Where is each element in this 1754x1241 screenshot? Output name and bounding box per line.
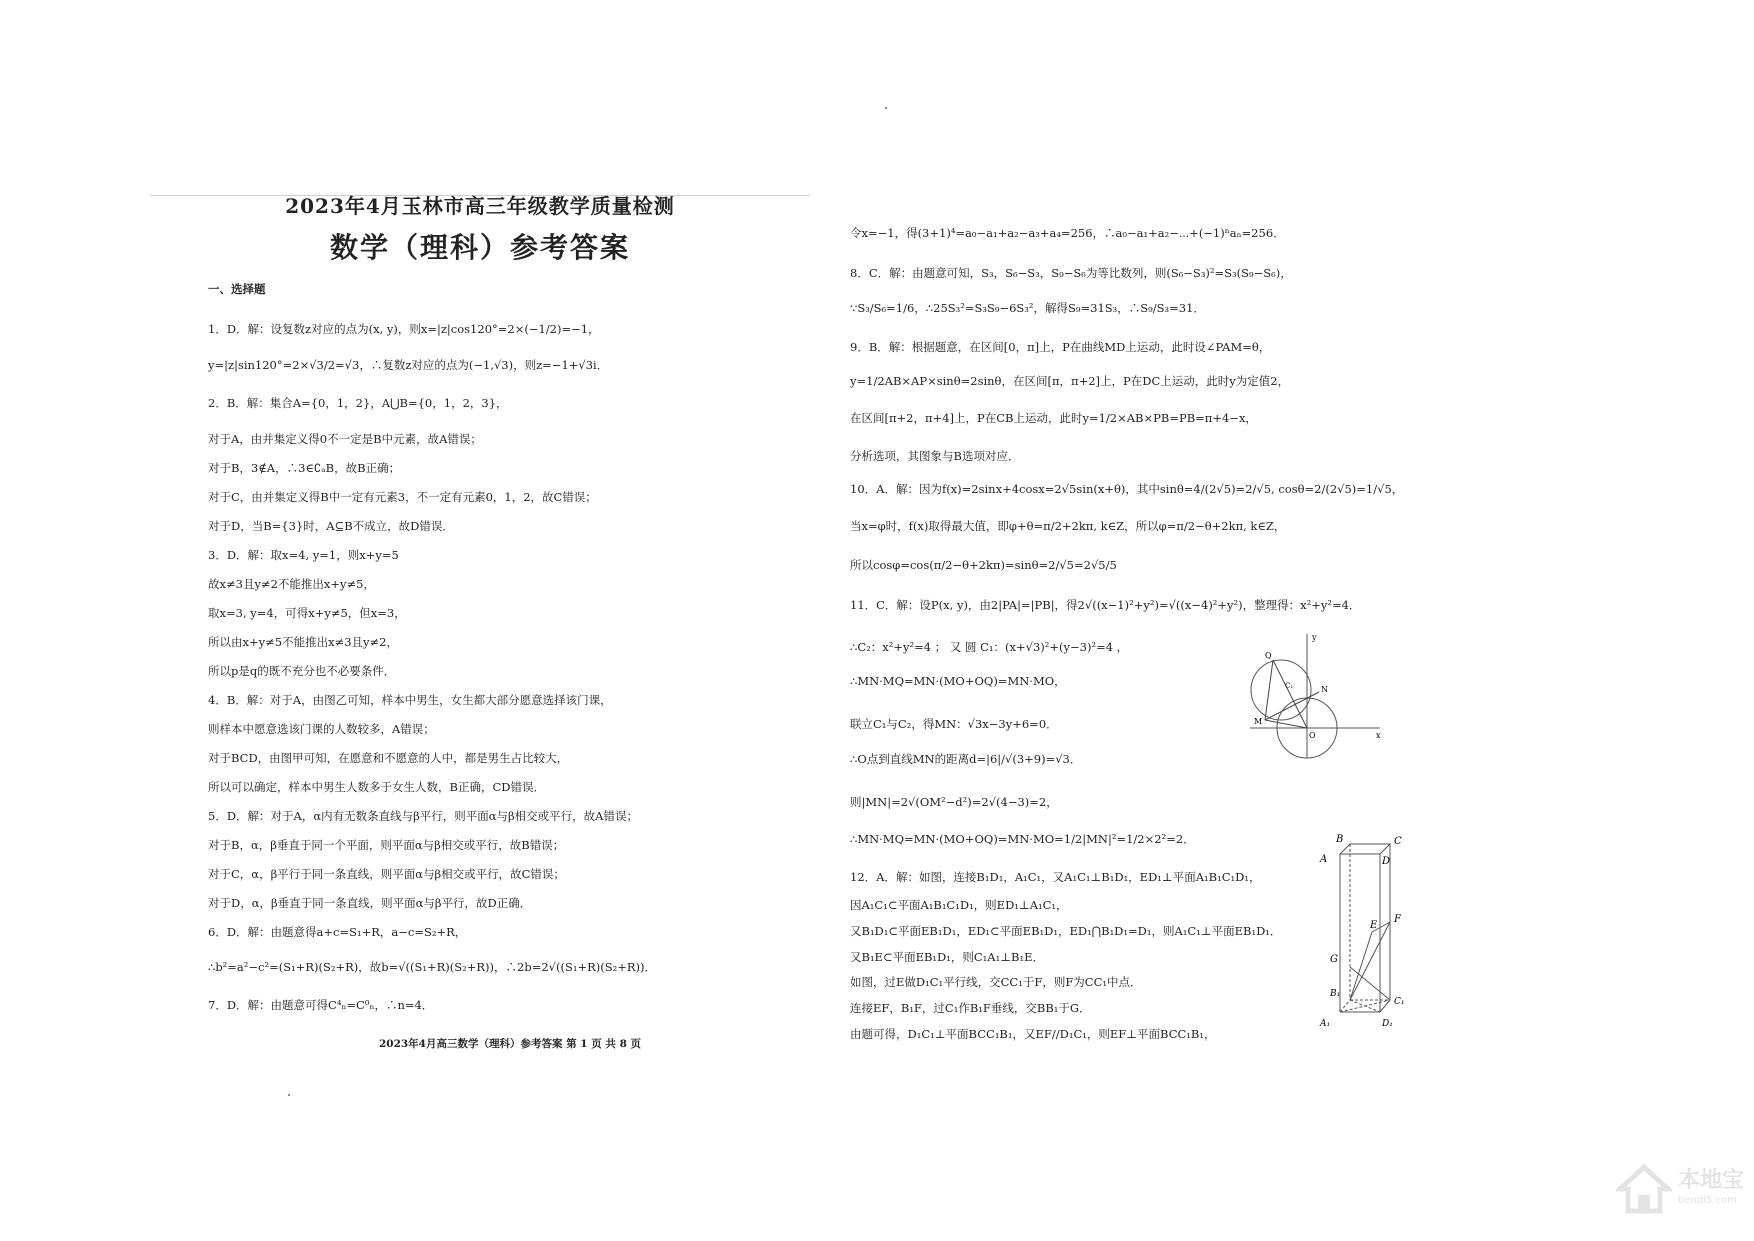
answer-line: 联立C₁与C₂，得MN：√3x−3y+6=0．: [850, 717, 1058, 731]
fig12-label: B: [1336, 834, 1344, 845]
watermark: [1616, 1161, 1745, 1221]
answer-line: y=|z|sin120°=2×√3/2=√3，∴复数z对应的点为(−1,√3)，则z=−1+√3i．: [208, 358, 609, 372]
answer-key-title: 数学（理科）参考答案: [329, 231, 630, 264]
answer-line: 10．A．解：因为f(x)=2sinx+4cosx=2√5sin(x+θ)，其中sinθ=4/(2√5)=2/√5, cosθ=2/(2√5)=1/√5，: [850, 482, 1404, 496]
answer-line: ∴MN·MQ=MN·(MO+OQ)=MN·MO=1/2|MN|²=1/2×2²=2．: [850, 832, 1195, 846]
answer-line: 因A₁C₁⊂平面A₁B₁C₁D₁，则ED₁⊥A₁C₁，: [850, 898, 1068, 912]
answer-line: ∴b²=a²−c²=(S₁+R)(S₂+R)，故b=√((S₁+R)(S₂+R))，∴2b=2√((S₁+R)(S₂+R))．: [208, 960, 656, 974]
answer-line: 5．D．解：对于A，α内有无数条直线与β平行，则平面α与β相交或平行，故A错误；: [208, 809, 638, 823]
answer-line: ∵S₃/S₆=1/6，∴25S₃²=S₃S₉−6S₃²，解得S₉=31S₃，∴S₉/S₃=31．: [850, 301, 1205, 315]
answer-line: 连接EF，B₁F，过C₁作B₁F垂线，交BB₁于G．: [850, 1001, 1091, 1015]
answer-line: 对于B，α，β垂直于同一个平面，则平面α与β相交或平行，故B错误；: [208, 838, 565, 852]
answer-line: 1．D．解：设复数z对应的点为(x, y)，则x=|z|cos120°=2×(−1/2)=−1，: [208, 322, 600, 336]
answer-line: 7．D．解：由题意可得C⁴ₙ=C⁰ₙ，∴n=4．: [208, 998, 434, 1012]
answer-line: 对于D，α，β垂直于同一条直线，则平面α与β平行，故D正确．: [208, 896, 532, 910]
answer-line: 又B₁D₁⊂平面EB₁D₁，ED₁⊂平面EB₁D₁，ED₁⋂B₁D₁=D₁，则A₁C₁⊥平面EB₁D₁．: [850, 924, 1282, 938]
fig12-label: C: [1394, 836, 1402, 847]
answer-line: 9．B．解：根据题意，在区间[0，π]上，P在曲线MD上运动，此时设∠PAM=θ，: [850, 340, 1271, 354]
answer-line: 4．B．解：对于A，由图乙可知，样本中男生，女生都大部分愿意选择该门课，: [208, 693, 612, 707]
answer-line: ∴O点到直线MN的距离d=|6|/√(3+9)=√3．: [850, 752, 1082, 766]
answer-line: 令x=−1，得(3+1)⁴=a₀−a₁+a₂−a₃+a₄=256，∴a₀−a₁+a₂−⋯+(−1)ⁿaₙ=256．: [850, 226, 1285, 240]
circle-intersection-figure: [1245, 630, 1385, 760]
answer-line: 取x=3, y=4，可得x+y≠5，但x=3，: [208, 606, 406, 620]
fig11-label: O: [1309, 731, 1316, 740]
fig12-label: D₁: [1382, 1019, 1393, 1029]
answer-line: 故x≠3且y≠2不能推出x+y≠5，: [208, 577, 375, 591]
answer-line: 在区间[π+2，π+4]上，P在CB上运动，此时y=1/2×AB×PB=PB=π+4−x，: [850, 411, 1257, 425]
answer-line: 所以可以确定，样本中男生人数多于女生人数，B正确，CD错误．: [208, 780, 545, 794]
fig12-label: D: [1382, 856, 1391, 867]
answer-line: 3．D．解：取x=4, y=1，则x+y=5: [208, 548, 399, 562]
answer-line: 6．D．解：由题意得a+c=S₁+R，a−c=S₂+R，: [208, 925, 467, 939]
answer-line: 所以p是q的既不充分也不必要条件．: [208, 664, 396, 678]
answer-line: 由题可得，D₁C₁⊥平面BCC₁B₁，又EF//D₁C₁，则EF⊥平面BCC₁B₁，: [850, 1027, 1216, 1041]
answer-line: 如图，过E做D₁C₁平行线，交CC₁于F，则F为CC₁中点．: [850, 975, 1142, 989]
answer-line: 则|MN|=2√(OM²−d²)=2√(4−3)=2，: [850, 795, 1058, 809]
answer-line: 11．C．解：设P(x, y)，由2|PA|=|PB|，得2√((x−1)²+y²)=√((x−4)²+y²)，整理得：x²+y²=4．: [850, 598, 1361, 612]
watermark-url: bendi5.com: [1678, 1195, 1737, 1206]
answer-line: 则样本中愿意选该门课的人数较多，A错误；: [208, 722, 435, 736]
fig12-label: C₁: [1394, 997, 1405, 1007]
fig12-label: B₁: [1330, 989, 1341, 999]
answer-line: 2．B．解：集合A={0，1，2}，A⋃B={0，1，2，3}，: [208, 396, 508, 410]
fig12-label: A: [1320, 854, 1328, 865]
page-footer: 2023年4月高三数学（理科）参考答案 第 1 页 共 8 页: [378, 1038, 642, 1050]
answer-line: 对于C，由并集定义得B中一定有元素3，不一定有元素0，1，2，故C错误；: [208, 490, 597, 504]
answer-line: 对于D，当B={3}时，A⊆B不成立，故D错误．: [208, 519, 454, 533]
fig11-label: Q: [1265, 651, 1272, 660]
scan-speck: [885, 107, 887, 109]
watermark-name: 本地宝: [1678, 1168, 1745, 1193]
fig12-label: F: [1394, 914, 1401, 925]
answer-line: 又B₁E⊂平面EB₁D₁，则C₁A₁⊥B₁E．: [850, 950, 1044, 964]
section-heading: 一、选择题: [208, 282, 266, 296]
answer-line: ∴MN·MQ=MN·(MO+OQ)=MN·MO，: [850, 674, 1066, 688]
fig11-label: C₁: [1285, 682, 1294, 690]
answer-line: 对于C，α，β平行于同一条直线，则平面α与β相交或平行，故C错误；: [208, 867, 565, 881]
answer-line: 8．C．解：由题意可知，S₃，S₆−S₃，S₉−S₆为等比数列，则(S₆−S₃)²=S₃(S₉−S₆)，: [850, 266, 1292, 280]
fig11-label: x: [1376, 731, 1381, 740]
answer-line: 对于A，由并集定义得0不一定是B中元素，故A错误；: [208, 432, 482, 446]
cuboid-figure: [1310, 832, 1440, 1032]
fig11-label: y: [1312, 633, 1317, 642]
answer-line: 分析选项，其图象与B选项对应．: [850, 449, 1020, 463]
answer-line: ∴C₂：x²+y²=4 ； 又 圆 C₁：(x+√3)²+(y−3)²=4 ，: [850, 640, 1129, 654]
house-logo-icon: [1616, 1161, 1672, 1217]
answer-line: y=1/2AB×AP×sinθ=2sinθ，在区间[π，π+2]上，P在DC上运动，此时y为定值2，: [850, 374, 1290, 388]
answer-line: 12．A．解：如图，连接B₁D₁，A₁C₁，又A₁C₁⊥B₁D₁，ED₁⊥平面A₁B₁C₁D₁，: [850, 870, 1261, 884]
fig11-label: M: [1254, 717, 1263, 726]
fig12-label: G: [1330, 954, 1338, 965]
fig11-label: N: [1321, 685, 1328, 694]
answer-line: 对于BCD，由图甲可知，在愿意和不愿意的人中，都是男生占比较大，: [208, 751, 569, 765]
answer-line: 所以cosφ=cos(π/2−θ+2kπ)=sinθ=2/√5=2√5/5: [850, 558, 1117, 572]
fig12-label: A₁: [1320, 1019, 1331, 1029]
exam-title: 2023年4月玉林市高三年级教学质量检测: [285, 194, 675, 218]
scan-speck: [288, 1094, 290, 1096]
answer-line: 当x=φ时，f(x)取得最大值，即φ+θ=π/2+2kπ, k∈Z，所以φ=π/2−θ+2kπ, k∈Z，: [850, 519, 1286, 533]
fig12-label: E: [1370, 920, 1378, 931]
answer-line: 对于B，3∉A，∴3∈∁ₐB，故B正确；: [208, 461, 401, 475]
answer-line: 所以由x+y≠5不能推出x≠3且y≠2，: [208, 635, 398, 649]
